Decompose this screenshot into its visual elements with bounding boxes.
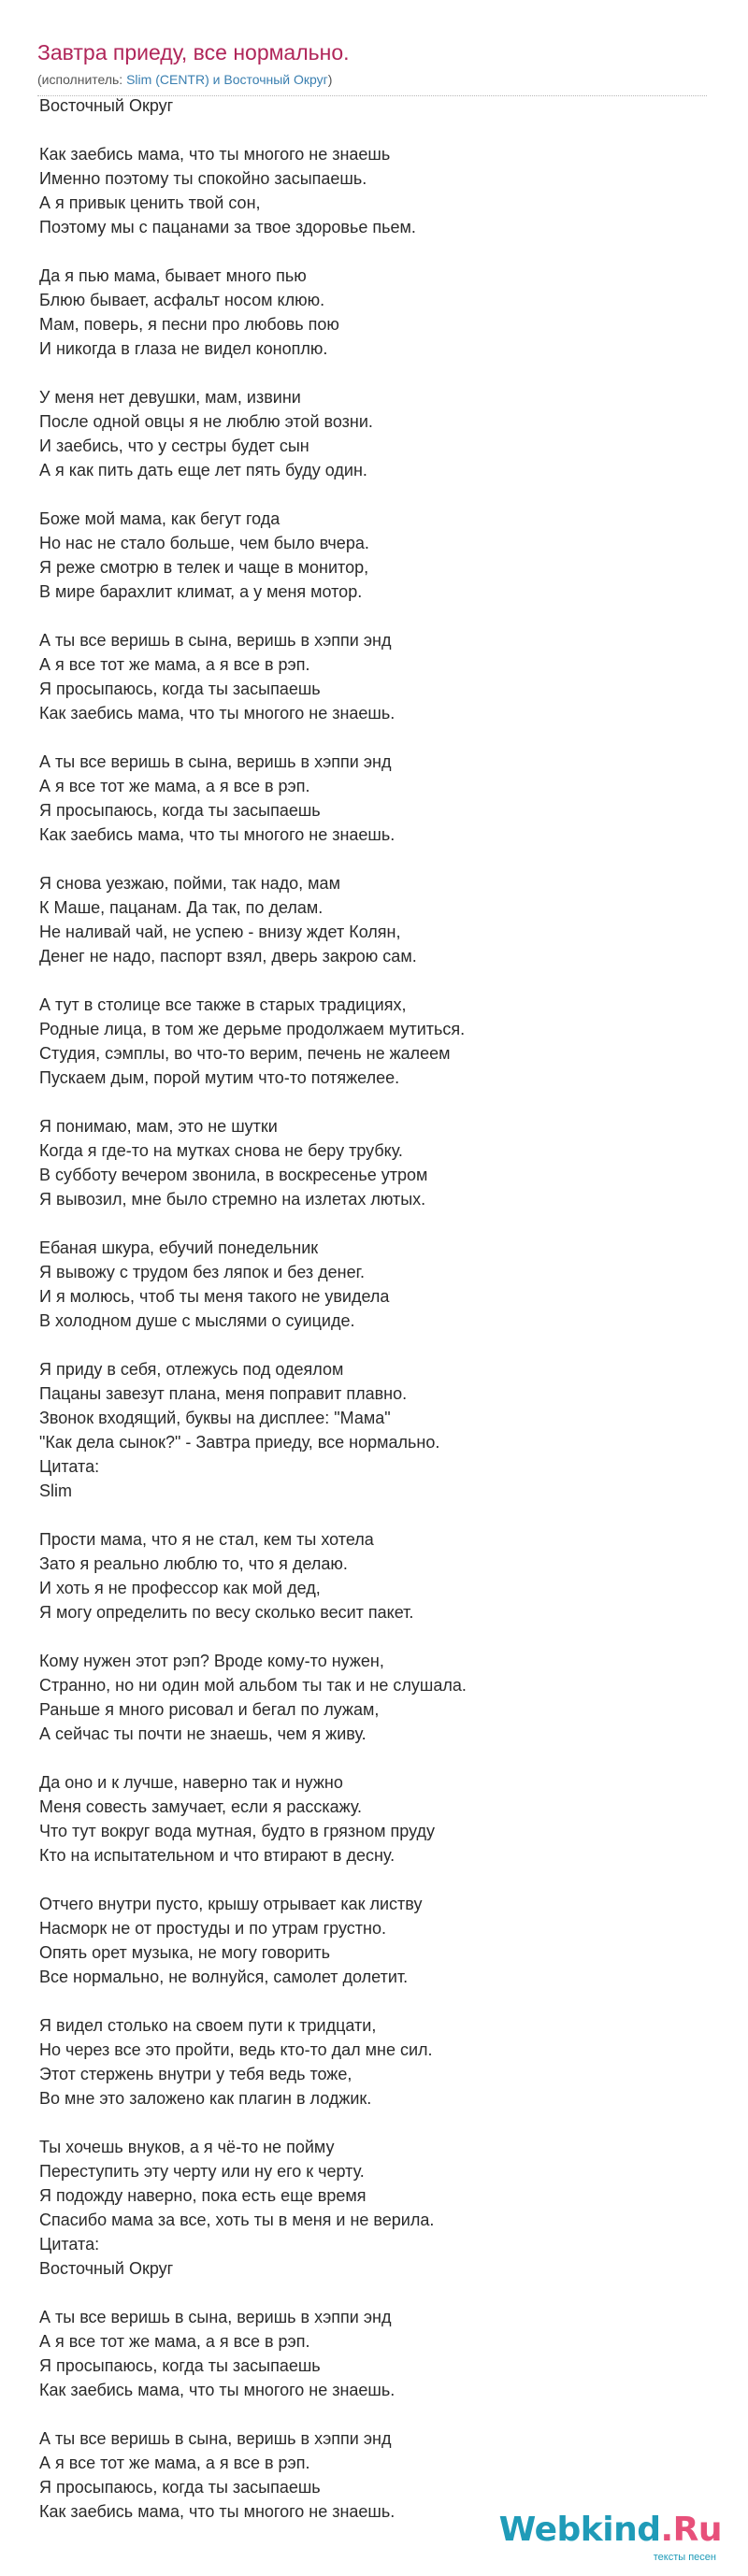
lyrics-line: Как заебись мама, что ты многого не знаешь. (39, 825, 396, 844)
lyrics-line: В субботу вечером звонила, в воскресенье утром (39, 1166, 428, 1184)
lyrics-line: Боже мой мама, как бегут года (39, 509, 280, 528)
lyrics-line: Восточный Округ (39, 2259, 174, 2278)
logo-subtitle: тексты песен (653, 2552, 716, 2563)
lyrics-line: В холодном душе с мыслями о суициде. (39, 1311, 355, 1330)
lyrics-line: А я все тот же мама, а я все в рэп. (39, 2454, 310, 2472)
lyrics-line: Во мне это заложено как плагин в лоджик. (39, 2089, 372, 2108)
lyrics-stanza (39, 385, 709, 482)
lyrics-stanza (39, 871, 709, 968)
artist-line (37, 71, 707, 96)
lyrics-line: "Как дела сынок?" - Завтра приеду, все нормально. (39, 1433, 440, 1452)
lyrics-line: Я просыпаюсь, когда ты засыпаешь (39, 2356, 321, 2375)
lyrics-line: Я подожду наверно, пока есть еще время (39, 2186, 367, 2205)
lyrics-line: Я могу определить по весу сколько весит пакет. (39, 1603, 414, 1622)
lyrics-line: Все нормально, не волнуйся, самолет долетит. (39, 1968, 409, 1986)
lyrics-line: Как заебись мама, что ты многого не знаешь (39, 145, 391, 164)
lyrics-line: Я вывозил, мне было стремно на излетах лютых. (39, 1190, 426, 1209)
lyrics-line: Родные лица, в том же дерьме продолжаем мутиться. (39, 1020, 466, 1038)
lyrics-line: А я все тот же мама, а я все в рэп. (39, 2332, 310, 2351)
lyrics-line: У меня нет девушки, мам, извини (39, 388, 301, 407)
lyrics-line: Я видел столько на своем пути к тридцати, (39, 2016, 377, 2035)
lyrics-line: Да я пью мама, бывает много пью (39, 266, 307, 285)
lyrics-line: Пацаны завезут плана, меня поправит плавно. (39, 1384, 408, 1403)
lyrics-line: Но нас не стало больше, чем было вчера. (39, 534, 369, 552)
artist-separator: и (212, 72, 221, 87)
lyrics-body (39, 93, 709, 2548)
lyrics-intro: Восточный Округ (39, 96, 174, 115)
lyrics-line: Я просыпаюсь, когда ты засыпаешь (39, 680, 321, 698)
lyrics-line: Поэтому мы с пацанами за твое здоровье пьем. (39, 218, 416, 236)
lyrics-line: После одной овцы я не люблю этой возни. (39, 412, 373, 431)
lyrics-line: К Маше, пацанам. Да так, по делам. (39, 898, 324, 917)
lyrics-stanza (39, 1649, 709, 1746)
artist-suffix: ) (327, 72, 333, 87)
lyrics-stanza (39, 993, 709, 1090)
lyrics-line: Ты хочешь внуков, а я чё-то не пойму (39, 2138, 335, 2156)
lyrics-line: Что тут вокруг вода мутная, будто в грязном пруду (39, 1822, 435, 1840)
lyrics-line: Я реже смотрю в телек и чаще в монитор, (39, 558, 369, 577)
lyrics-line: Зато я реально люблю то, что я делаю. (39, 1554, 348, 1573)
artist-link-vostochny-okrug[interactable]: Восточный Округ (223, 72, 328, 87)
lyrics-stanza (39, 1236, 709, 1333)
lyrics-line: Меня совесть замучает, если я расскажу. (39, 1797, 363, 1816)
lyrics-line: Переступить эту черту или ну его к черту. (39, 2162, 365, 2181)
lyrics-line: Насморк не от простуды и по утрам грустно. (39, 1919, 386, 1938)
lyrics-stanza (39, 507, 709, 604)
lyrics-line: Я снова уезжаю, пойми, так надо, мам (39, 874, 340, 893)
lyrics-stanza (39, 142, 709, 239)
lyrics-line: Опять орет музыка, не могу говорить (39, 1943, 330, 1962)
lyrics-stanza (39, 628, 709, 725)
lyrics-stanza (39, 2013, 709, 2111)
song-header (37, 39, 707, 96)
lyrics-line: А я все тот же мама, а я все в рэп. (39, 777, 310, 795)
lyrics-line: Студия, сэмплы, во что-то верим, печень не жалеем (39, 1044, 451, 1063)
lyrics-line: И хоть я не профессор как мой дед, (39, 1579, 321, 1597)
lyrics-line: Как заебись мама, что ты многого не знаешь. (39, 2502, 396, 2521)
lyrics-line: Как заебись мама, что ты многого не знаешь. (39, 704, 396, 723)
lyrics-line: Я просыпаюсь, когда ты засыпаешь (39, 801, 321, 820)
lyrics-line: Этот стержень внутри у тебя ведь тоже, (39, 2065, 352, 2083)
lyrics-line: Пускаем дым, порой мутим что-то потяжелее. (39, 1068, 400, 1087)
lyrics-stanza (39, 750, 709, 847)
lyrics-line: Я вывожу с трудом без ляпок и без денег. (39, 1263, 365, 1281)
lyrics-line: А я как пить дать еще лет пять буду один. (39, 461, 367, 479)
lyrics-line: Цитата: (39, 1457, 100, 1476)
lyrics-line: Да оно и к лучше, наверно так и нужно (39, 1773, 343, 1792)
lyrics-line: Ебаная шкура, ебучий понедельник (39, 1238, 319, 1257)
lyrics-line: А я привык ценить твой сон, (39, 193, 261, 212)
lyrics-line: И заебись, что у сестры будет сын (39, 436, 309, 455)
lyrics-line: А ты все веришь в сына, веришь в хэппи энд (39, 752, 392, 771)
lyrics-line: А ты все веришь в сына, веришь в хэппи энд (39, 631, 392, 650)
lyrics-line: Спасибо мама за все, хоть ты в меня и не верила. (39, 2211, 435, 2229)
lyrics-line: Но через все это пройти, ведь кто-то дал мне сил. (39, 2040, 433, 2059)
lyrics-stanza (39, 1114, 709, 1211)
lyrics-line: Кто на испытательном и что втирают в десну. (39, 1846, 396, 1865)
lyrics-line: Мам, поверь, я песни про любовь пою (39, 315, 339, 334)
lyrics-line: А ты все веришь в сына, веришь в хэппи энд (39, 2308, 392, 2326)
lyrics-line: И никогда в глаза не видел коноплю. (39, 339, 328, 358)
page-title: Завтра приеду, все нормально. (37, 40, 350, 64)
lyrics-stanza (39, 2135, 709, 2281)
lyrics-line: А я все тот же мама, а я все в рэп. (39, 655, 310, 674)
lyrics-line: В мире барахлит климат, а у меня мотор. (39, 582, 363, 601)
lyrics-stanza (39, 1892, 709, 1989)
lyrics-line: Цитата: (39, 2235, 100, 2254)
lyrics-line: Прости мама, что я не стал, кем ты хотела (39, 1530, 374, 1549)
lyrics-line: Денег не надо, паспорт взял, дверь закрою сам. (39, 947, 417, 966)
lyrics-line: Я понимаю, мам, это не шутки (39, 1117, 278, 1136)
artist-prefix: (исполнитель: (37, 72, 123, 87)
lyrics-line: Отчего внутри пусто, крышу отрывает как листву (39, 1895, 423, 1913)
lyrics-line: Раньше я много рисовал и бегал по лужам, (39, 1700, 380, 1719)
lyrics-line: Как заебись мама, что ты многого не знаешь. (39, 2381, 396, 2399)
lyrics-line: А сейчас ты почти не знаешь, чем я живу. (39, 1724, 367, 1743)
lyrics-stanza (39, 1527, 709, 1624)
logo-brand-tld: .Ru (660, 2511, 722, 2549)
lyrics-line: А тут в столице все также в старых традициях, (39, 995, 407, 1014)
lyrics-line: Я просыпаюсь, когда ты засыпаешь (39, 2478, 321, 2497)
logo-brand-name: Webkind (498, 2511, 661, 2549)
lyrics-line: Блюю бывает, асфальт носом клюю. (39, 291, 325, 309)
lyrics-line: Slim (39, 1481, 72, 1500)
lyrics-stanza (39, 2305, 709, 2402)
lyrics-line: Я приду в себя, отлежусь под одеялом (39, 1360, 344, 1379)
lyrics-line: Именно поэтому ты спокойно засыпаешь. (39, 169, 367, 188)
lyrics-stanza (39, 2426, 709, 2524)
lyrics-line: Кому нужен этот рэп? Вроде кому-то нужен, (39, 1652, 384, 1670)
lyrics-stanza (39, 1770, 709, 1868)
lyrics-line: Странно, но ни один мой альбом ты так и не слушала. (39, 1676, 467, 1695)
lyrics-line: А ты все веришь в сына, веришь в хэппи энд (39, 2429, 392, 2448)
lyrics-line: Звонок входящий, буквы на дисплее: "Мама" (39, 1409, 391, 1427)
site-logo[interactable] (498, 2511, 722, 2567)
lyrics-stanza (39, 264, 709, 361)
lyrics-line: Не наливай чай, не успею - внизу ждет Колян, (39, 923, 401, 941)
logo-brand (499, 2511, 722, 2549)
lyrics-line: Когда я где-то на мутках снова не беру трубку. (39, 1141, 403, 1160)
lyrics-line: И я молюсь, чтоб ты меня такого не увидела (39, 1287, 390, 1306)
lyrics-stanza (39, 1357, 709, 1503)
artist-link-slim[interactable]: Slim (CENTR) (126, 72, 209, 87)
